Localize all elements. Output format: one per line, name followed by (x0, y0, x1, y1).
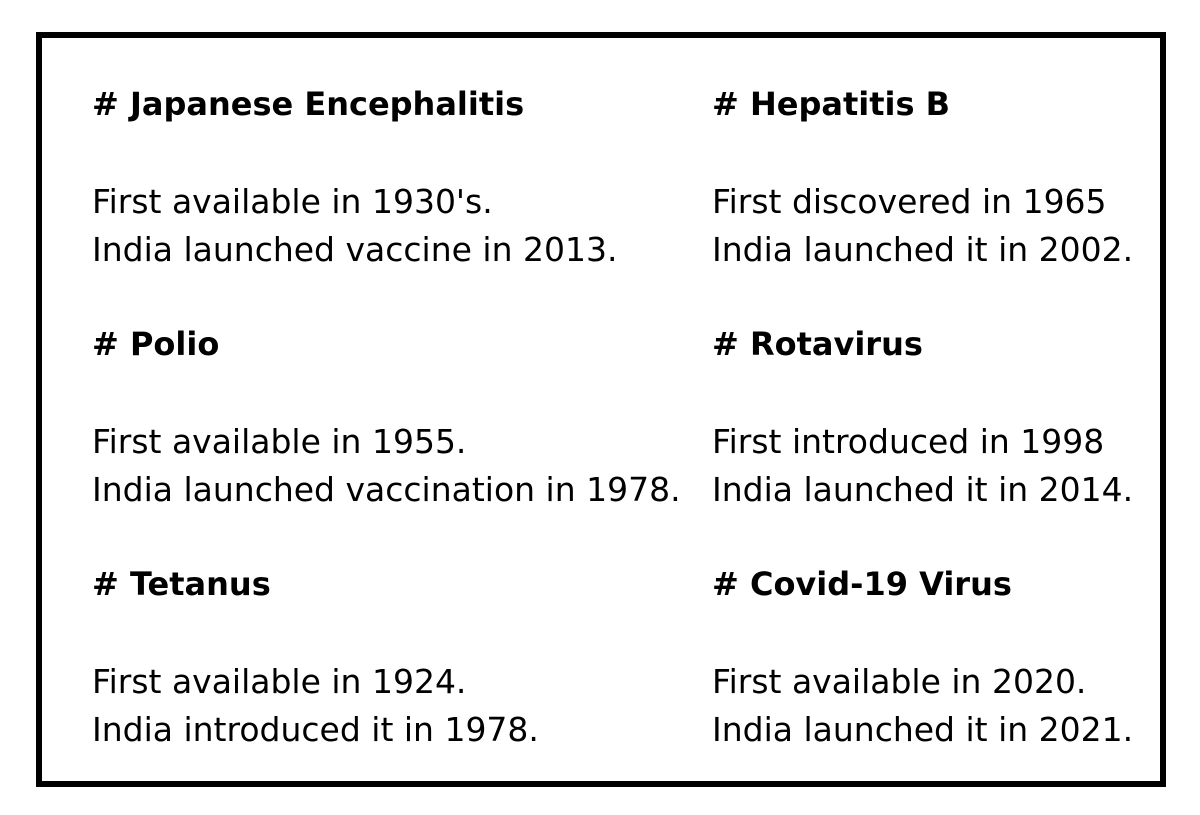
entry-covid-19-virus (712, 562, 1200, 754)
entry-first-available: First introduced in 1998 (712, 422, 1105, 461)
entry-india-launch: India launched it in 2002. (712, 230, 1134, 269)
entry-first-available: First available in 1955. (92, 422, 467, 461)
entry-first-available: First discovered in 1965 (712, 182, 1107, 221)
entry-heading: # Hepatitis B (712, 85, 951, 123)
entry-first-available: First available in 1930's. (92, 182, 493, 221)
entry-heading: # Rotavirus (712, 325, 923, 363)
entry-tetanus (92, 562, 652, 754)
entry-heading: # Polio (92, 325, 220, 363)
vaccine-info-card (36, 32, 1166, 787)
entry-hepatitis-b (712, 82, 1200, 274)
entry-details (712, 178, 1200, 274)
entry-india-launch: India launched vaccine in 2013. (92, 230, 618, 269)
entry-heading: # Japanese Encephalitis (92, 85, 525, 123)
entry-heading: # Tetanus (92, 565, 271, 603)
entry-japanese-encephalitis (92, 82, 652, 274)
entry-details (92, 418, 681, 514)
entry-india-launch: India launched it in 2014. (712, 470, 1134, 509)
entry-first-available: First available in 2020. (712, 662, 1087, 701)
entry-india-launch: India launched vaccination in 1978. (92, 470, 681, 509)
entry-rotavirus (712, 322, 1200, 514)
entry-heading: # Covid-19 Virus (712, 565, 1012, 603)
entry-india-launch: India introduced it in 1978. (92, 710, 539, 749)
entry-polio (92, 322, 681, 514)
entry-details (92, 658, 652, 754)
entry-details (92, 178, 652, 274)
entry-details (712, 418, 1200, 514)
entry-details (712, 658, 1200, 754)
entry-india-launch: India launched it in 2021. (712, 710, 1134, 749)
entry-first-available: First available in 1924. (92, 662, 467, 701)
